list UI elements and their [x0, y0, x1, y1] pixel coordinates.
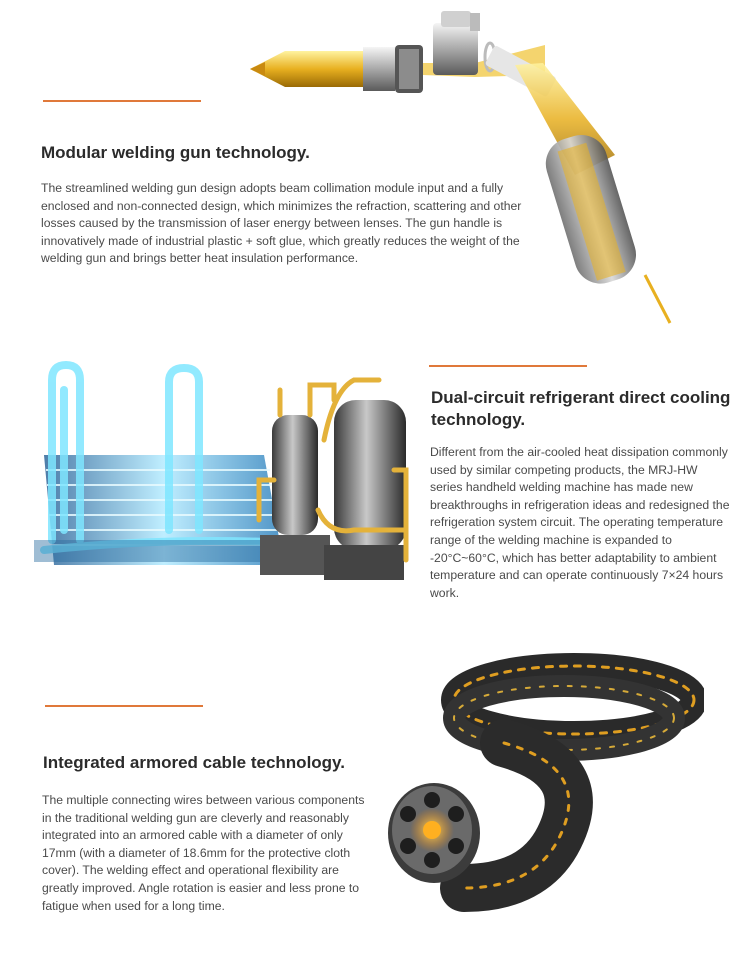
- section-title-armored-cable: Integrated armored cable technology.: [43, 753, 345, 772]
- section-body-welding-gun: The streamlined welding gun design adopts beam collimation module input and a fully enclosed and non-connected design, which minimizes the refraction, scattering and other losses caused by the transmission of laser energy between lenses. The gun handle is innovatively made of industrial plastic + soft glue, which greatly reduces the weight of the welding gun and brings better heat insulation performance.: [41, 181, 522, 266]
- section-title-cooling: Dual-circuit refrigerant direct cooling technology.: [431, 388, 731, 429]
- section-body-cooling: Different from the air-cooled heat dissipation commonly used by similar competing products, the MRJ-HW series handheld welding machine has made new breakthroughs in refrigeration ideas and redesigned the refrigeration system circuit. The operating temperature range of the welding machine is expanded to -20°C~60°C, which has better adaptability to ambient temperature and can operate continuously 7×24 hours work.: [430, 445, 730, 600]
- armored-cable-illustration: [384, 648, 704, 938]
- section-divider-1: [43, 100, 201, 102]
- welding-gun-illustration: [245, 5, 685, 330]
- refrigeration-unit-illustration: [34, 360, 414, 590]
- section-title-welding-gun: Modular welding gun technology.: [41, 143, 310, 162]
- section-divider-3: [45, 705, 203, 707]
- section-divider-2: [429, 365, 587, 367]
- section-body-armored-cable: The multiple connecting wires between various components in the traditional welding gun are cleverly and reasonably integrated into an armored cable with a diameter of only 17mm (with a diameter of 18.6mm for the protective cloth cover). The welding effect and operational flexibility are greatly improved. Angle rotation is easier and less prone to fatigue when used for a long time.: [42, 793, 365, 913]
